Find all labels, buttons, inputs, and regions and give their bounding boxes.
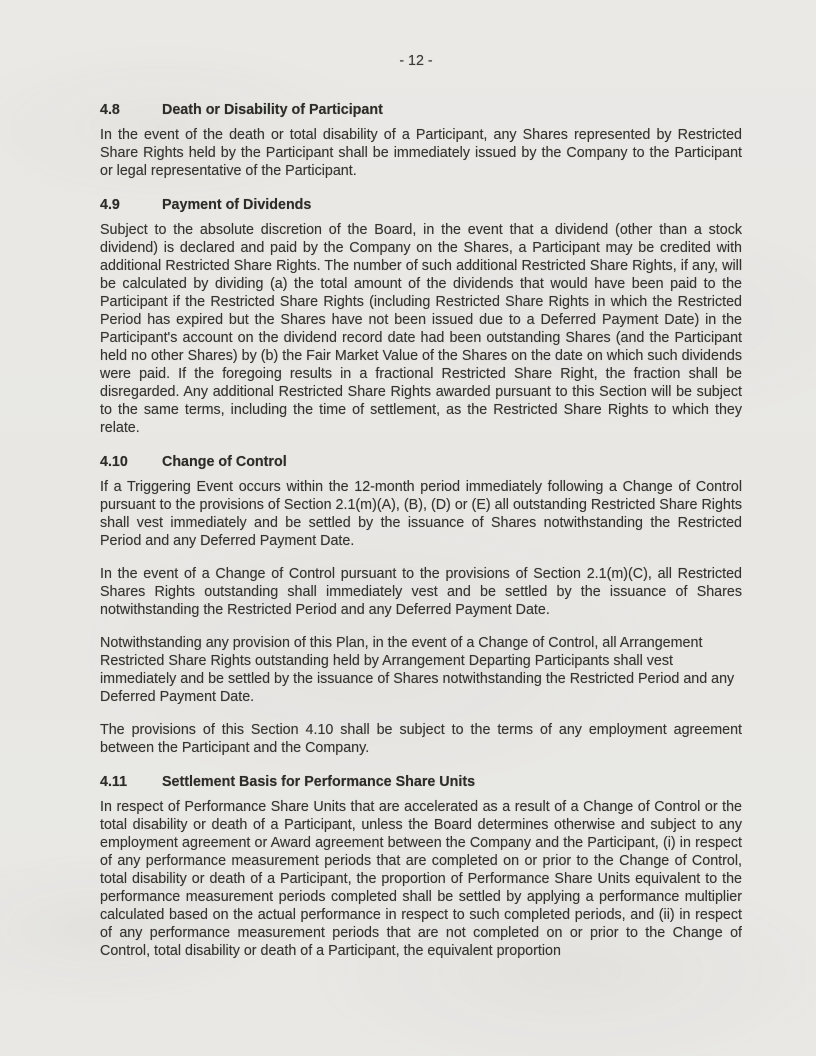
document-content: [100, 101, 742, 960]
paragraph: In the event of the death or total disability of a Participant, any Shares represented by Restricted Share Rights held by the Participant shall be immediately issued by the Company to the Participant or legal representative of the Participant.: [100, 127, 742, 179]
section-death-or-disability: [100, 101, 742, 180]
section-change-of-control: [100, 453, 742, 757]
section-title: Change of Control: [162, 454, 287, 470]
page-number: - 12 -: [399, 53, 433, 69]
section-heading: [100, 773, 742, 791]
section-settlement-basis-psu: [100, 773, 742, 960]
paragraph: The provisions of this Section 4.10 shall be subject to the terms of any employment agreement between the Participant and the Company.: [100, 722, 742, 756]
paragraph: In the event of a Change of Control pursuant to the provisions of Section 2.1(m)(C), all Restricted Shares Rights outstanding shall immediately vest and be settled by the issuance of Shares notwithstanding the Restricted Period and any Deferred Payment Date.: [100, 566, 742, 618]
section-title: Settlement Basis for Performance Share Units: [162, 774, 476, 790]
paragraph: Notwithstanding any provision of this Plan, in the event of a Change of Control, all Arrangement Restricted Share Rights outstanding held by Arrangement Departing Participants shall vest immediately and be settled by the issuance of Shares notwithstanding the Restricted Period and any Deferred Payment Date.: [100, 635, 735, 705]
section-number: 4.8: [100, 102, 120, 118]
section-title: Death or Disability of Participant: [162, 102, 383, 118]
section-number: 4.10: [100, 454, 128, 470]
paragraph: If a Triggering Event occurs within the 12-month period immediately following a Change of Control pursuant to the provisions of Section 2.1(m)(A), (B), (D) or (E) all outstanding Restricted Share Rights shall vest immediately and be settled by the issuance of Shares notwithstanding the Restricted Period and any Deferred Payment Date.: [100, 479, 742, 549]
paragraph: In respect of Performance Share Units that are accelerated as a result of a Change of Control or the total disability or death of a Participant, unless the Board determines otherwise and subject to any employment agreement or Award agreement between the Company and the Participant, (i) in respect of any performance measurement periods that are completed on or prior to the Change of Control, total disability or death of a Participant, the proportion of Performance Share Units equivalent to the performance measurement periods completed shall be settled by applying a performance multiplier calculated based on the actual performance in respect to such completed periods, and (ii) in respect of any performance measurement periods that are not completed on or prior to the Change of Control, total disability or death of a Participant, the equivalent proportion: [100, 799, 742, 959]
paragraph: Subject to the absolute discretion of the Board, in the event that a dividend (other than a stock dividend) is declared and paid by the Company on the Shares, a Participant may be credited with additional Restricted Share Rights. The number of such additional Restricted Share Rights, if any, will be calculated by dividing (a) the total amount of the dividends that would have been paid to the Participant if the Restricted Share Rights (including Restricted Share Rights in which the Restricted Period has expired but the Shares have not been issued due to a Deferred Payment Date) in the Participant's account on the dividend record date had been outstanding Shares (and the Participant held no other Shares) by (b) the Fair Market Value of the Shares on the date on which such dividends were paid. If the foregoing results in a fractional Restricted Share Right, the fraction shall be disregarded. Any additional Restricted Share Rights awarded pursuant to this Section will be subject to the same terms, including the time of settlement, as the Restricted Share Rights to which they relate.: [100, 222, 742, 436]
section-number: 4.11: [100, 774, 128, 790]
section-number: 4.9: [100, 197, 120, 213]
section-heading: [100, 453, 742, 471]
section-payment-of-dividends: [100, 196, 742, 437]
section-heading: [100, 101, 742, 119]
section-heading: [100, 196, 742, 214]
section-title: Payment of Dividends: [162, 197, 312, 213]
